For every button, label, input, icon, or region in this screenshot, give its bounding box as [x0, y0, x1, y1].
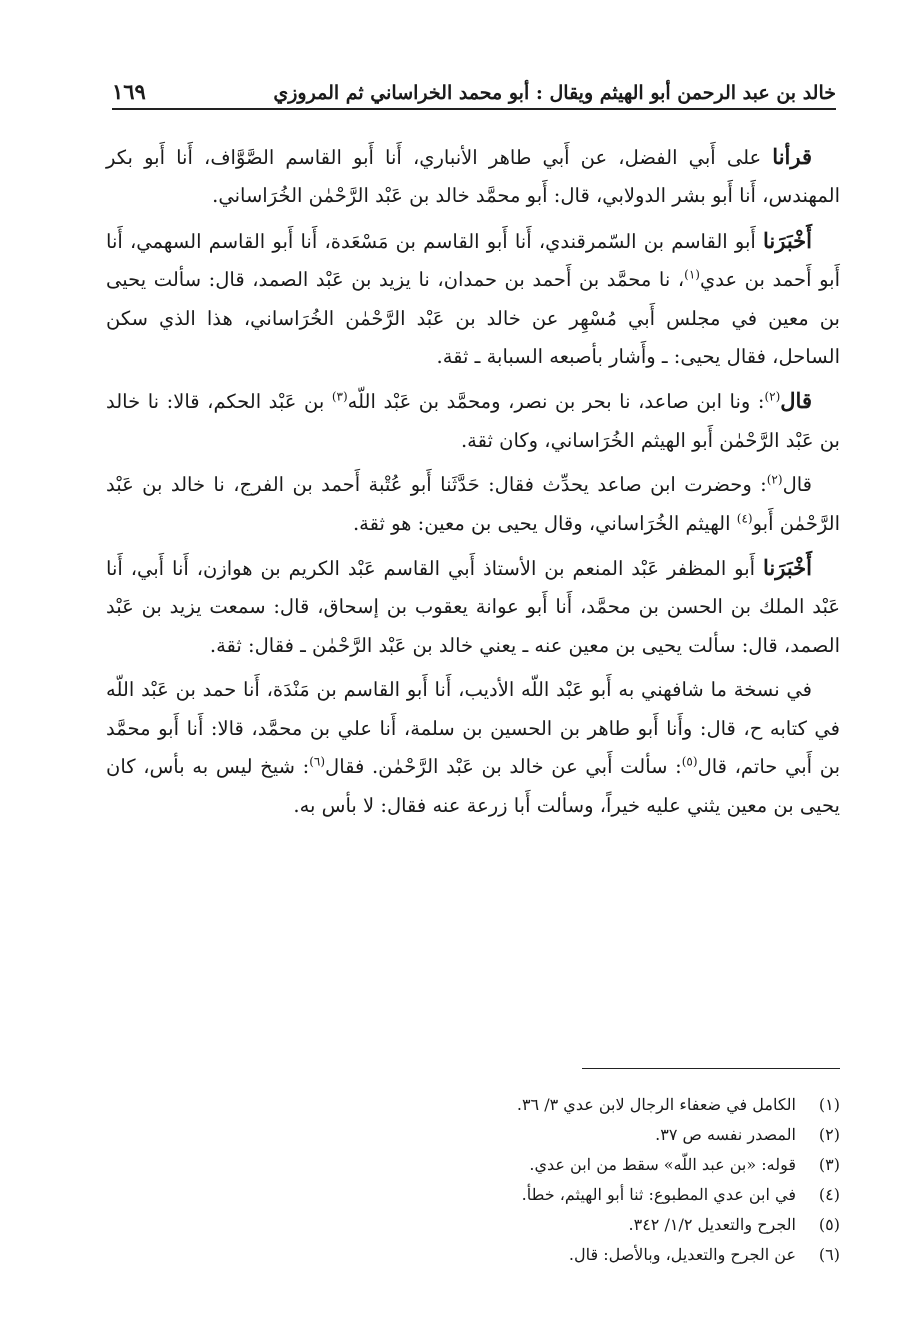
lead-word: أَخْبَرَنا — [763, 227, 812, 253]
paragraph — [106, 671, 840, 825]
footnote-text: عن الجرح والتعديل، وبالأصل: قال. — [568, 1245, 796, 1264]
footnote-ref[interactable]: (٤) — [736, 511, 753, 526]
footnote-number: (٥) — [818, 1215, 840, 1234]
footnote — [106, 1150, 840, 1180]
running-header — [112, 70, 836, 110]
running-title: خالد بن عبد الرحمن أبو الهيثم ويقال : أبو محمد الخراساني ثم المروزي — [273, 82, 836, 104]
footnote-text: الجرح والتعديل ١/٢/ ٣٤٢. — [628, 1215, 796, 1234]
footnote — [106, 1210, 840, 1240]
footnote-ref[interactable]: (٢) — [766, 472, 783, 487]
text-segment: على أَبي الفضل، عن أَبي طاهر الأنباري، أَنا أَبو القاسم الصَّوَّاف، أَنا أَبو بكر المهندس، أَنا أَبو بشر الدولابي، قال: أَبو محمَّد خالد بن عَبْد الرَّحْمٰن الخُرَاساني. — [106, 146, 840, 208]
footnote-ref[interactable]: (٥) — [681, 754, 698, 769]
footnote-ref[interactable]: (٦) — [309, 754, 326, 769]
footnote-number: (٣) — [818, 1155, 840, 1174]
main-text — [106, 138, 840, 831]
text-segment: أَبو المظفر عَبْد المنعم بن الأستاذ أَبي القاسم عَبْد الكريم بن هوازن، أَنا أَبي، أَنا عَبْد الملك بن الحسن بن محمَّد، أَنا أَبو عوانة يعقوب بن إسحاق، قال: سمعت يزيد بن عَبْد الصمد، قال: سألت يحيى بن معين عنه ـ يعني خالد بن عَبْد الرَّحْمٰن ـ فقال: ثقة. — [106, 557, 840, 657]
text-segment: ، نا محمَّد بن أَحمد بن حمدان، نا يزيد بن عَبْد الصمد، قال: سألت يحيى بن معين في مجلس أَبي مُسْهِر عن خالد بن عَبْد الرَّحْمٰن الخُرَاساني، هذا الذي سكن الساحل، فقال يحيى: ـ وأَشار بأصبعه السبابة ـ ثقة. — [106, 268, 840, 369]
text-segment: : وحضرت ابن صاعد يحدِّث فقال: حَدَّثَنا أَبو عُتْبة أَحمد بن الفرج، نا خالد بن عَبْد الرَّحْمٰن أَبو — [106, 473, 840, 535]
footnote-text: قوله: «بن عبد اللّه» سقط من ابن عدي. — [529, 1155, 796, 1174]
lead-word: قرأنا — [772, 144, 812, 169]
text-segment: : سألت أَبي عن خالد بن عَبْد الرَّحْمٰن. فقال — [325, 755, 682, 779]
footnote — [106, 1090, 840, 1120]
paragraph — [106, 222, 840, 377]
footnote — [106, 1120, 840, 1150]
footnote-ref[interactable]: (٢) — [764, 389, 781, 404]
footnotes — [106, 1090, 840, 1270]
footnote-ref[interactable]: (١) — [684, 267, 700, 282]
text-segment: قال — [782, 473, 812, 497]
text-segment: في نسخة ما شافهني به أَبو عَبْد اللّه الأديب، أَنا أَبو القاسم بن مَنْدَة، أَنا حمد بن عَبْد اللّه في كتابه ح، قال: وأَنا أَبو طاهر بن الحسين بن سلمة، أَنا علي بن محمَّد، قالا: أَنا أَبو محمَّد بن أَبي حاتم، قال — [106, 678, 841, 779]
page-number: ١٦٩ — [112, 79, 146, 104]
footnote-text: الكامل في ضعفاء الرجال لابن عدي ٣/ ٣٦. — [516, 1095, 796, 1114]
paragraph — [106, 138, 840, 216]
footnote-number: (٤) — [818, 1185, 840, 1204]
text-segment: بن عَبْد الحكم، قالا: نا خالد بن عَبْد الرَّحْمٰن أَبو الهيثم الخُرَاساني، وكان ثقة. — [106, 390, 840, 452]
footnote — [106, 1240, 840, 1270]
text-segment: : ونا ابن صاعد، نا بحر بن نصر، ومحمَّد بن عَبْد اللّه — [347, 390, 765, 414]
footnote-separator — [582, 1068, 840, 1069]
footnote-number: (١) — [818, 1095, 840, 1114]
paragraph — [106, 466, 840, 543]
footnote-text: في ابن عدي المطبوع: ثنا أبو الهيثم، خطأ. — [521, 1185, 796, 1204]
text-segment: أَبو القاسم بن السّمرقندي، أَنا أَبو القاسم بن مَسْعَدة، أَنا أَبو القاسم السهمي، أَنا أَبو أَحمد بن عدي — [106, 229, 840, 292]
lead-word: أَخْبَرَنا — [763, 555, 812, 581]
lead-word: قال — [780, 388, 812, 414]
footnote-ref[interactable]: (٣) — [331, 389, 348, 404]
footnote-number: (٢) — [818, 1125, 840, 1144]
footnote — [106, 1180, 840, 1210]
footnote-number: (٦) — [818, 1245, 840, 1264]
paragraph — [106, 382, 840, 460]
footnote-text: المصدر نفسه ص ٣٧. — [655, 1125, 796, 1144]
text-segment: : شيخ ليس به بأس، كان يحيى بن معين يثني عليه خيراً، وسألت أَبا زرعة عنه فقال: لا بأس به. — [106, 755, 840, 817]
paragraph — [106, 549, 840, 665]
text-segment: الهيثم الخُرَاساني، وقال يحيى بن معين: هو ثقة. — [352, 511, 737, 535]
